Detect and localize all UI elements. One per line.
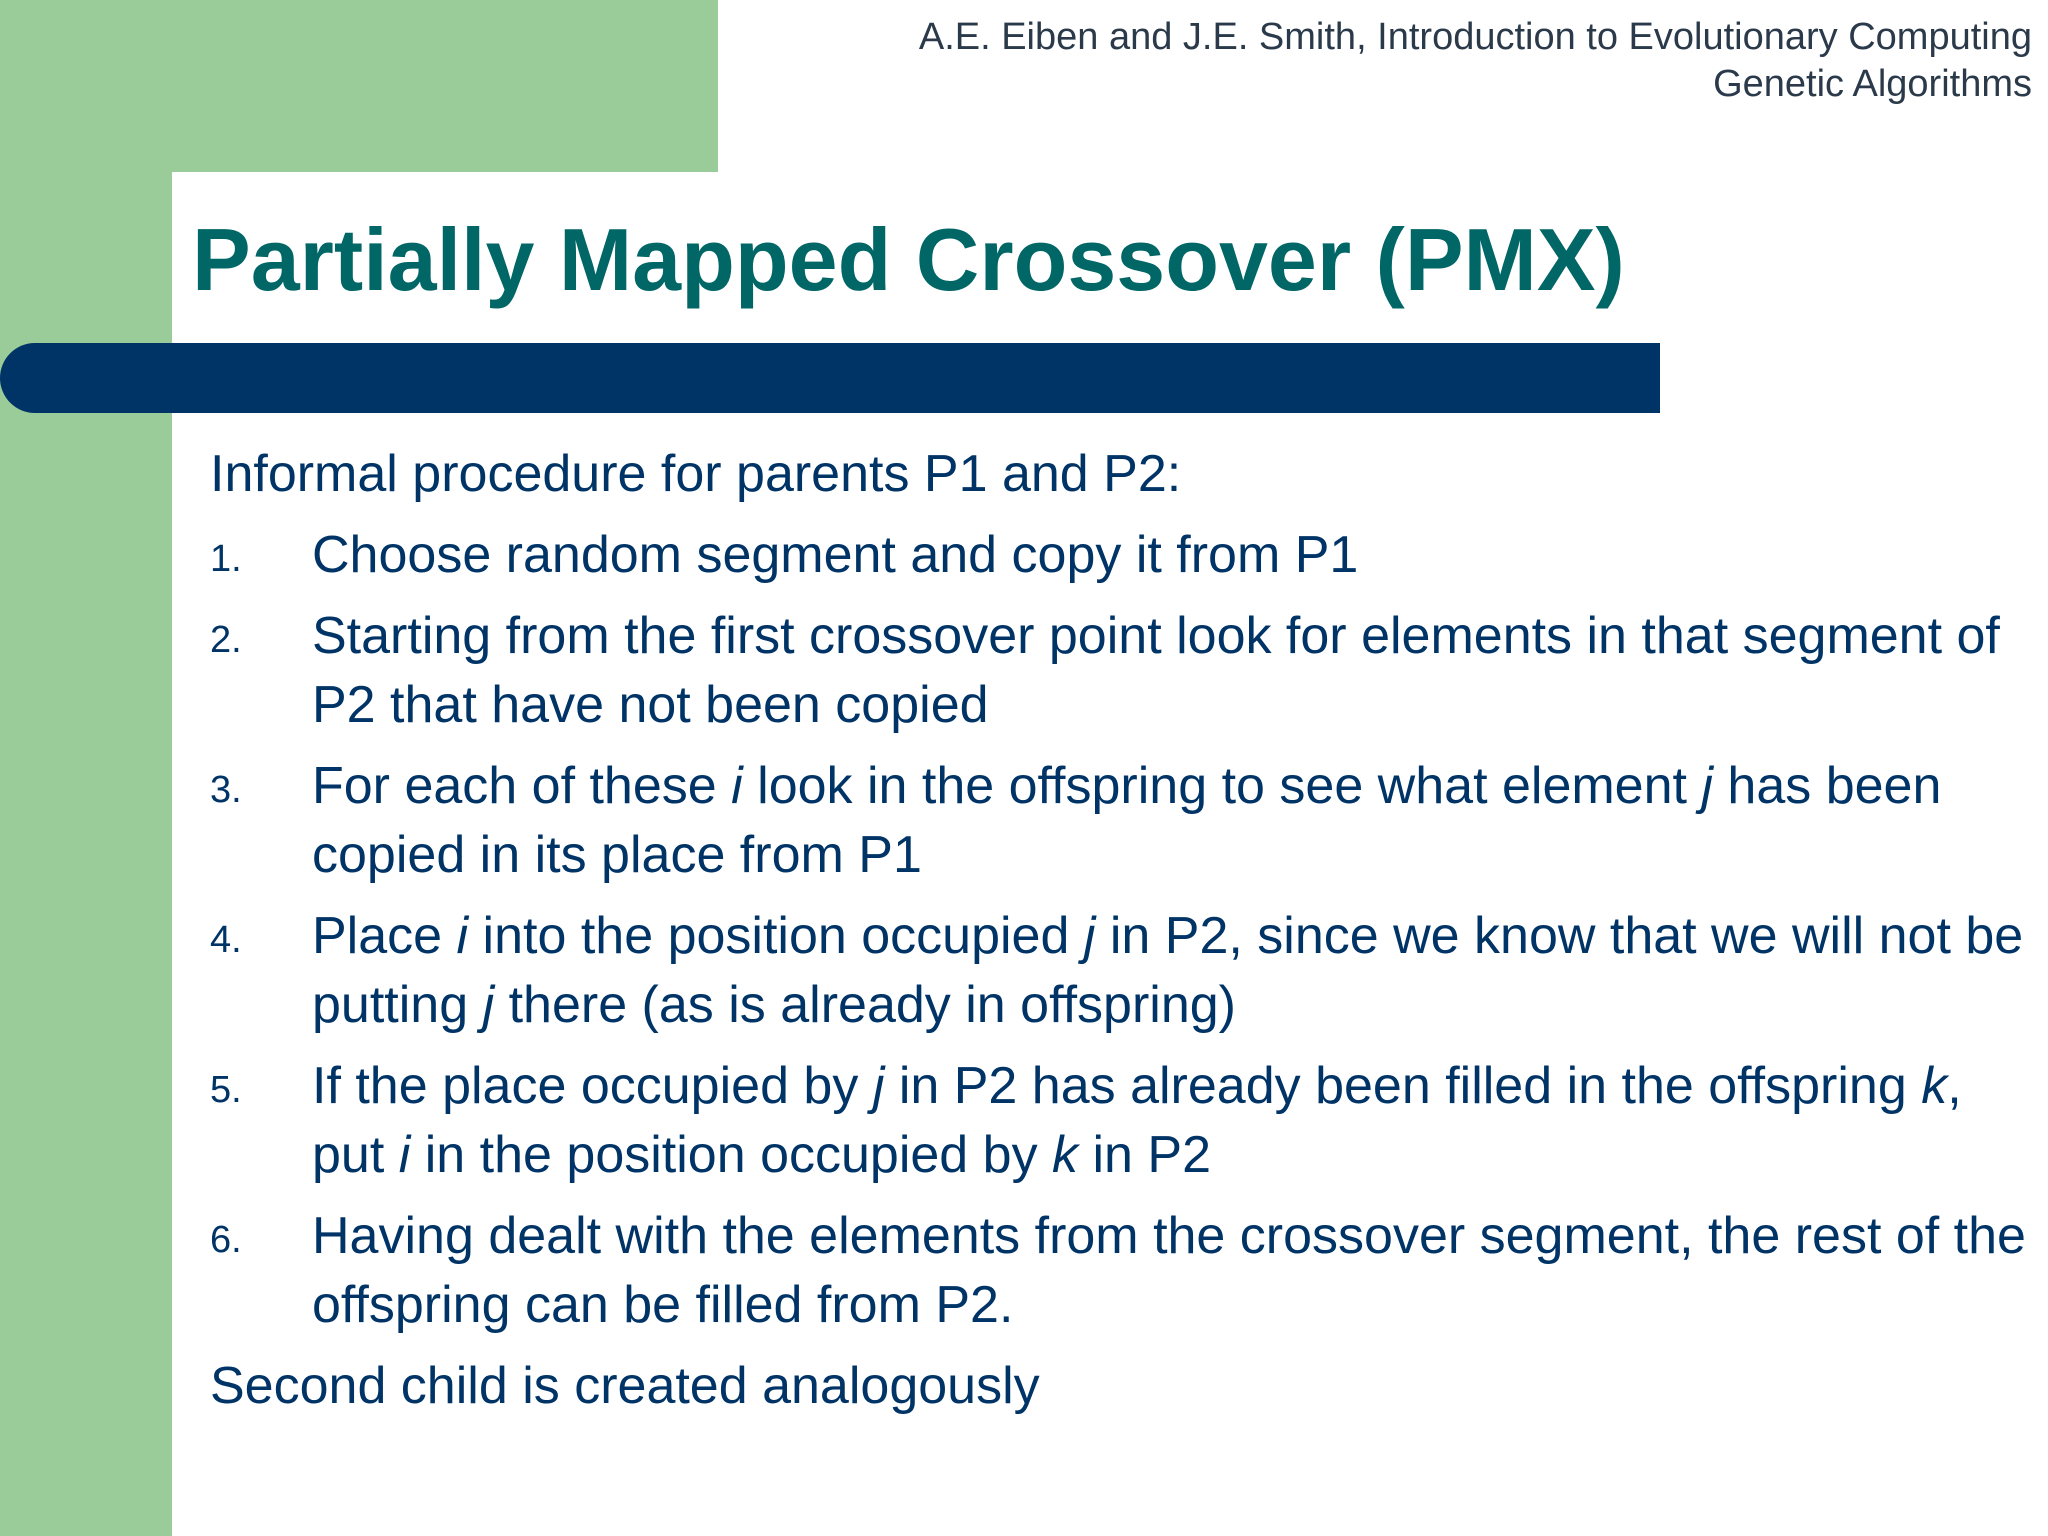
- title-underline-bar: [0, 343, 1660, 413]
- variable-name: i: [456, 907, 469, 965]
- attribution-line-1: A.E. Eiben and J.E. Smith, Introduction to Evolutionary Computing: [918, 16, 2032, 58]
- variable-name: j: [482, 976, 495, 1034]
- step-text-part: Choose random segment and copy it from P1: [312, 526, 1359, 584]
- step-text: [312, 902, 2040, 1040]
- variable-name: j: [1083, 907, 1096, 965]
- step-text-part: into the position occupied: [468, 907, 1084, 965]
- step-number: 5.: [210, 1069, 242, 1111]
- step-text: [312, 521, 2040, 590]
- list-item: [210, 902, 2040, 1040]
- step-text-part: in P2, since we know that we will not be putting: [312, 907, 2024, 1034]
- list-item: [210, 1202, 2040, 1340]
- green-left-panel: [0, 0, 172, 1536]
- step-number: 3.: [210, 769, 242, 811]
- step-text-part: in P2 has already been filled in the offspring: [884, 1057, 1922, 1115]
- list-item: [210, 1052, 2040, 1190]
- step-text-part: Having dealt with the elements from the crossover segment, the rest of the offspring can be filled from P2.: [312, 1207, 2026, 1334]
- variable-name: i: [731, 757, 743, 815]
- variable-name: k: [1921, 1057, 1948, 1115]
- step-text: [312, 602, 2040, 740]
- step-text: [312, 1052, 2040, 1190]
- step-text-part: in the position occupied by: [410, 1126, 1053, 1184]
- variable-name: i: [398, 1126, 411, 1184]
- step-text-part: there (as is already in offspring): [494, 976, 1236, 1034]
- step-text-part: If the place occupied by: [312, 1057, 873, 1115]
- list-item: [210, 752, 2040, 890]
- step-text-part: For each of these: [312, 757, 732, 815]
- slide-body: [210, 440, 2040, 1421]
- steps-list: [210, 521, 2040, 1340]
- variable-name: j: [1701, 757, 1713, 815]
- step-text-part: has been copied in its place from P1: [312, 757, 1942, 884]
- step-text: [312, 752, 2040, 890]
- intro-text: Informal procedure for parents P1 and P2:: [210, 445, 1182, 503]
- step-text-part: Starting from the first crossover point look for elements in that segment of P2 that have not been copied: [312, 607, 2000, 734]
- step-number: 1.: [210, 538, 242, 580]
- attribution-header: [919, 14, 2032, 108]
- step-text-part: look in the offspring to see what element: [742, 757, 1702, 815]
- attribution-line-2: Genetic Algorithms: [1713, 63, 2032, 105]
- step-number: 2.: [210, 619, 242, 661]
- slide-title: Partially Mapped Crossover (PMX): [192, 210, 1625, 309]
- step-text-part: in P2: [1078, 1126, 1212, 1184]
- step-text-part: Place: [312, 907, 457, 965]
- step-number: 4.: [210, 919, 242, 961]
- step-text-part: , put: [312, 1057, 1962, 1184]
- step-number: 6.: [210, 1219, 242, 1261]
- list-item: [210, 521, 2040, 590]
- step-text: [312, 1202, 2040, 1340]
- list-item: [210, 602, 2040, 740]
- outro-text: Second child is created analogously: [210, 1357, 1040, 1415]
- variable-name: k: [1052, 1126, 1079, 1184]
- variable-name: j: [872, 1057, 885, 1115]
